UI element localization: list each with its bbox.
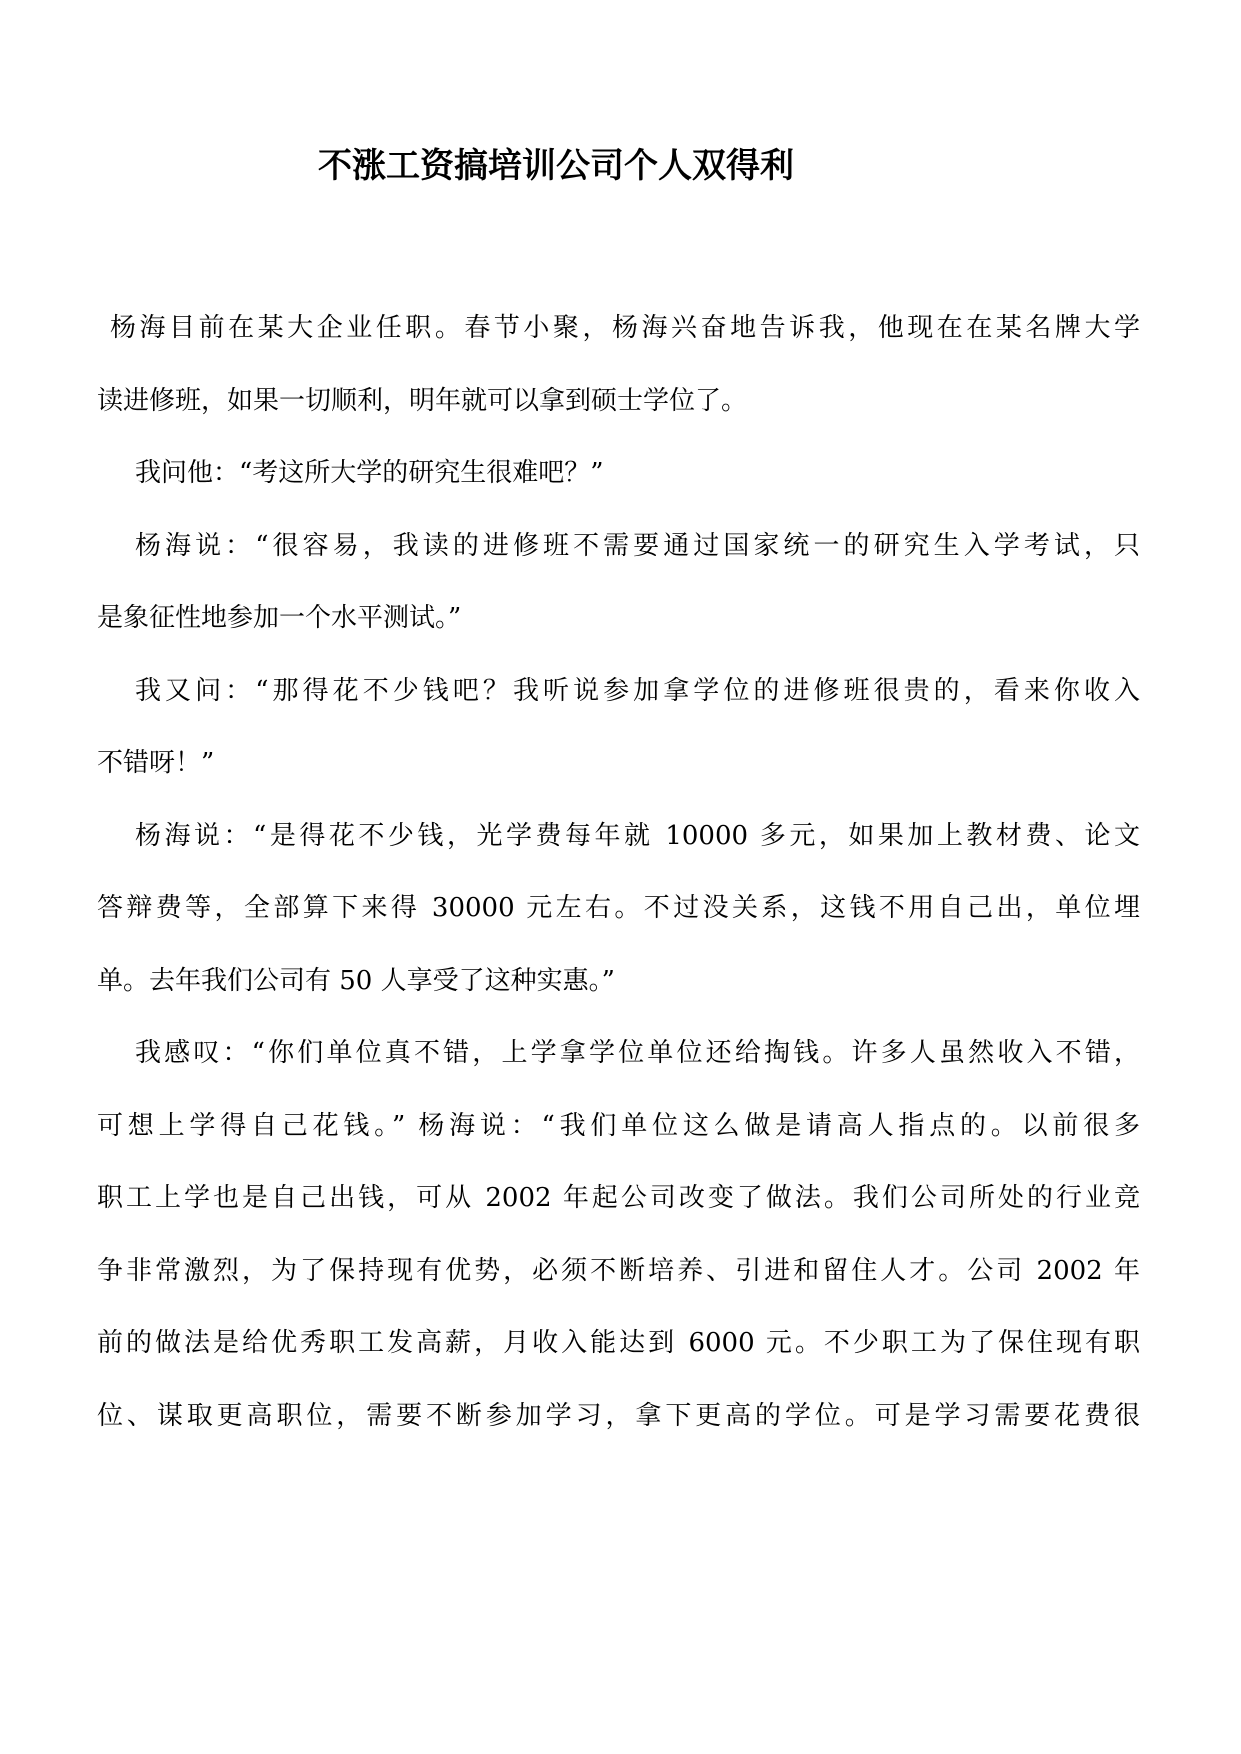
text-line: 可想上学得自己花钱。” 杨海说：“我们单位这么做是请高人指点的。以前很多 xyxy=(97,1110,1140,1141)
text-line: 单。去年我们公司有 50 人享受了这种实惠。” xyxy=(97,965,615,996)
text-line: 不错呀！” xyxy=(97,748,215,778)
text-line: 我感叹：“你们单位真不错，上学拿学位单位还给掏钱。许多人虽然收入不错， xyxy=(135,1038,1140,1068)
text-line: 杨海目前在某大企业任职。春节小聚，杨海兴奋地告诉我，他现在在某名牌大学 xyxy=(110,313,1140,343)
text-line: 前的做法是给优秀职工发高薪，月收入能达到 6000 元。不少职工为了保住现有职 xyxy=(97,1328,1140,1358)
text-line: 杨海说：“是得花不少钱，光学费每年就 10000 多元，如果加上教材费、论文 xyxy=(135,820,1140,851)
text-line: 争非常激烈，为了保持现有优势，必须不断培养、引进和留住人才。公司 2002 年 xyxy=(97,1255,1140,1286)
document-title: 不涨工资搞培训公司个人双得利 xyxy=(318,146,794,186)
text-line: 答辩费等，全部算下来得 30000 元左右。不过没关系，这钱不用自己出，单位埋 xyxy=(97,893,1140,923)
text-line: 我问他：“考这所大学的研究生很难吧？” xyxy=(135,458,604,488)
text-line: 位、谋取更高职位，需要不断参加学习，拿下更高的学位。可是学习需要花费很 xyxy=(97,1400,1140,1431)
text-line: 我又问：“那得花不少钱吧？我听说参加拿学位的进修班很贵的，看来你收入 xyxy=(135,675,1140,706)
text-line: 杨海说：“很容易，我读的进修班不需要通过国家统一的研究生入学考试，只 xyxy=(135,530,1140,561)
text-line: 读进修班，如果一切顺利，明年就可以拿到硕士学位了。 xyxy=(97,385,748,416)
document-body xyxy=(97,292,1140,1452)
text-line: 是象征性地参加一个水平测试。” xyxy=(97,603,462,633)
text-line: 职工上学也是自己出钱，可从 2002 年起公司改变了做法。我们公司所处的行业竞 xyxy=(97,1183,1140,1213)
